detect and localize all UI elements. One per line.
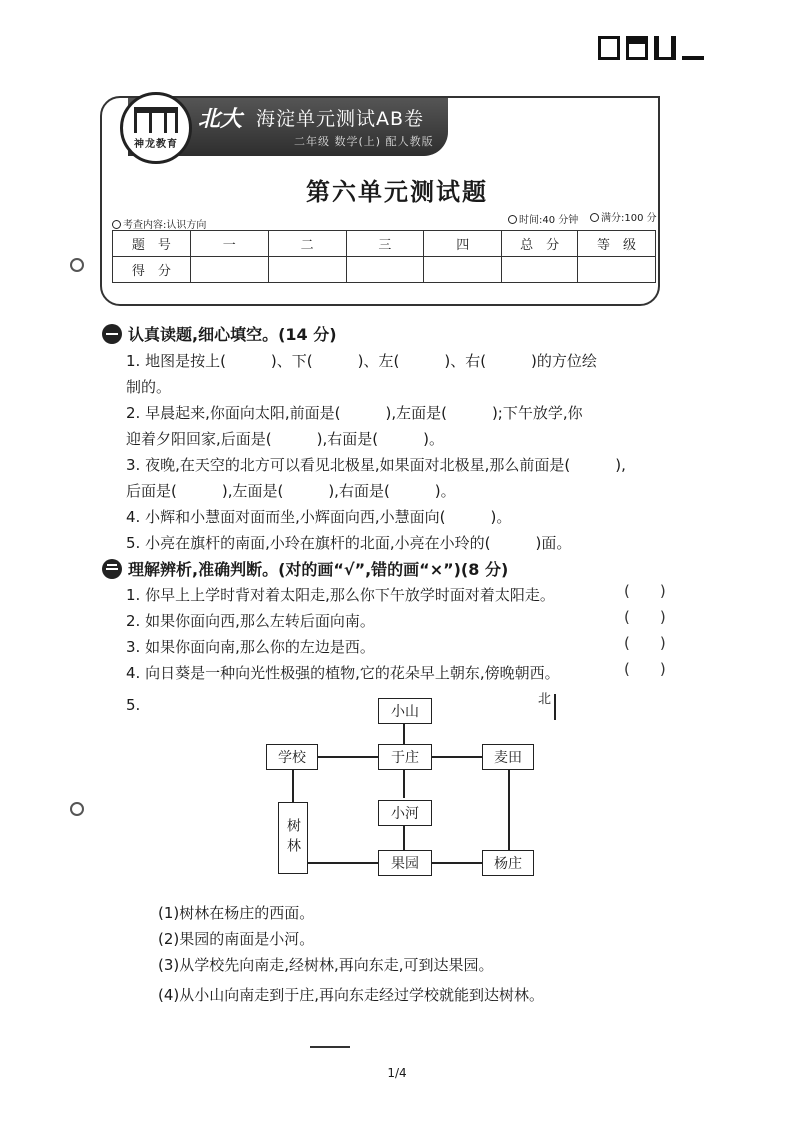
score-table-cell: 得 分 xyxy=(113,257,191,283)
map-place: 小山 xyxy=(378,698,432,724)
score-input-cell[interactable] xyxy=(502,257,578,283)
map-road xyxy=(292,770,294,802)
exam-time xyxy=(508,211,578,226)
map-place: 杨庄 xyxy=(482,850,534,876)
answer-paren[interactable]: ( ) xyxy=(624,582,666,600)
scope-icon xyxy=(112,220,121,229)
section-1-title xyxy=(102,322,337,345)
answer-paren[interactable]: ( ) xyxy=(624,660,666,678)
score-input-cell[interactable] xyxy=(346,257,424,283)
gate-icon xyxy=(134,107,178,133)
logo-text: 神龙教育 xyxy=(134,138,178,150)
question-line: 后面是( ),左面是( ),右面是( )。 xyxy=(126,482,456,500)
corner-mark xyxy=(598,36,718,66)
map-road xyxy=(318,756,378,758)
score-table-cell: 三 xyxy=(346,231,424,257)
map-road xyxy=(508,770,510,850)
north-label: 北 xyxy=(538,692,552,707)
publisher-logo xyxy=(120,92,192,164)
clock-icon xyxy=(508,215,517,224)
exam-full-score xyxy=(590,209,657,224)
judge-sub-item: (1)树林在杨庄的西面。 xyxy=(158,904,315,922)
map-road xyxy=(403,770,405,798)
brand-mark: 北大 xyxy=(198,106,243,132)
footer-divider xyxy=(310,1046,350,1048)
judge-sub-item: (2)果园的南面是小河。 xyxy=(158,930,315,948)
exam-scope-text: 考查内容:认识方向 xyxy=(123,220,207,231)
judge-item: 5. xyxy=(126,696,141,714)
question-line: 5. 小亮在旗杆的南面,小玲在旗杆的北面,小亮在小玲的( )面。 xyxy=(126,534,572,552)
score-input-cell[interactable] xyxy=(190,257,268,283)
question-line: 迎着夕阳回家,后面是( ),右面是( )。 xyxy=(126,430,444,448)
map-place: 小河 xyxy=(378,800,432,826)
answer-paren[interactable]: ( ) xyxy=(624,608,666,626)
map-road xyxy=(403,724,405,744)
corner-glyph xyxy=(654,36,676,60)
binding-hole xyxy=(70,802,84,816)
answer-paren[interactable]: ( ) xyxy=(624,634,666,652)
score-table-header-row xyxy=(113,231,656,257)
exam-scope xyxy=(112,216,206,231)
section-1-title-text: 认真读题,细心填空。(14 分) xyxy=(128,325,337,344)
score-table-score-row xyxy=(113,257,656,283)
exam-time-text: 时间:40 分钟 xyxy=(519,215,579,226)
page-title: 第六单元测试题 xyxy=(306,178,488,206)
section-number-icon xyxy=(102,324,122,344)
question-line: 4. 小辉和小慧面对面而坐,小辉面向西,小慧面向( )。 xyxy=(126,508,512,526)
judge-item: 3. 如果你面向南,那么你的左边是西。 xyxy=(126,638,375,656)
score-icon xyxy=(590,213,599,222)
question-line: 3. 夜晚,在天空的北方可以看见北极星,如果面对北极星,那么前面是( ), xyxy=(126,456,626,474)
judge-item: 2. 如果你面向西,那么左转后面向南。 xyxy=(126,612,375,630)
map-road xyxy=(308,862,378,864)
binding-hole xyxy=(70,258,84,272)
map-place: 麦田 xyxy=(482,744,534,770)
map-place: 树林 xyxy=(278,802,308,874)
score-input-cell[interactable] xyxy=(268,257,346,283)
question-line: 制的。 xyxy=(126,378,172,396)
score-table-cell: 四 xyxy=(424,231,502,257)
score-table xyxy=(112,230,656,283)
series-subtitle: 二年级 数学(上) 配人教版 xyxy=(294,135,434,148)
series-title: 海淀单元测试AB卷 xyxy=(256,108,425,130)
map-road xyxy=(403,826,405,850)
exam-full-score-text: 满分:100 分 xyxy=(601,213,657,224)
north-arrow-icon xyxy=(554,694,556,720)
corner-glyph xyxy=(626,36,648,60)
judge-sub-item: (4)从小山向南走到于庄,再向东走经过学校就能到达树林。 xyxy=(158,986,545,1004)
section-2-title-text: 理解辨析,准确判断。(对的画“√”,错的画“×”)(8 分) xyxy=(128,560,509,579)
judge-item: 1. 你早上上学时背对着太阳走,那么你下午放学时面对着太阳走。 xyxy=(126,586,555,604)
direction-map xyxy=(250,688,580,888)
section-2-title xyxy=(102,557,508,580)
score-table-cell: 总 分 xyxy=(502,231,578,257)
question-line: 1. 地图是按上( )、下( )、左( )、右( )的方位绘 xyxy=(126,352,597,370)
score-input-cell[interactable] xyxy=(578,257,656,283)
corner-glyph xyxy=(598,36,620,60)
page-number: 1/4 xyxy=(387,1066,407,1080)
map-road xyxy=(432,862,482,864)
judge-item: 4. 向日葵是一种向光性极强的植物,它的花朵早上朝东,傍晚朝西。 xyxy=(126,664,560,682)
map-place: 学校 xyxy=(266,744,318,770)
judge-sub-item: (3)从学校先向南走,经树林,再向东走,可到达果园。 xyxy=(158,956,494,974)
corner-glyph xyxy=(682,36,704,60)
score-table-cell: 题 号 xyxy=(113,231,191,257)
section-number-icon xyxy=(102,559,122,579)
score-input-cell[interactable] xyxy=(424,257,502,283)
map-place: 果园 xyxy=(378,850,432,876)
score-table-cell: 一 xyxy=(190,231,268,257)
map-road xyxy=(432,756,482,758)
score-table-cell: 二 xyxy=(268,231,346,257)
score-table-cell: 等 级 xyxy=(578,231,656,257)
map-place: 于庄 xyxy=(378,744,432,770)
question-line: 2. 早晨起来,你面向太阳,前面是( ),左面是( );下午放学,你 xyxy=(126,404,583,422)
